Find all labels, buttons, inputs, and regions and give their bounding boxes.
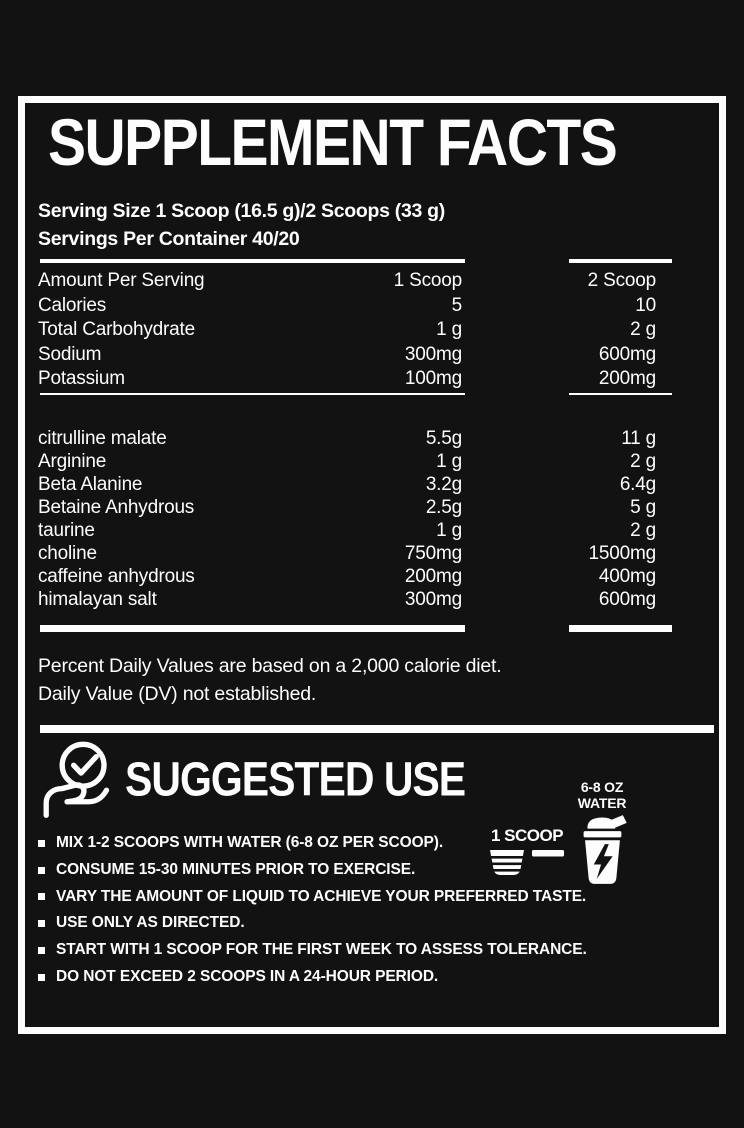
row-value-2scoop: 2 g: [630, 319, 656, 341]
row-value-2scoop: 11 g: [621, 427, 656, 449]
use-instruction: DO NOT EXCEED 2 SCOOPS IN A 24-HOUR PERIOD.: [56, 967, 439, 985]
table-row: [38, 294, 706, 319]
row-label: Betaine Anhydrous: [38, 496, 195, 518]
row-value-1scoop: 750mg: [404, 542, 462, 564]
square-bullet-icon: [38, 867, 45, 874]
table-row: [38, 473, 706, 496]
shaker-illustration: [566, 779, 638, 885]
supplement-facts-panel: [18, 96, 726, 1034]
rule-segment-left: [40, 393, 465, 395]
rule-segment-left: [40, 625, 465, 632]
table-row: [38, 565, 706, 588]
use-instruction: VARY THE AMOUNT OF LIQUID TO ACHIEVE YOUR PREFERRED TASTE.: [56, 887, 587, 905]
use-instruction: USE ONLY AS DIRECTED.: [56, 914, 245, 932]
rule-segment-right: [569, 259, 672, 263]
list-item: [38, 884, 686, 911]
rule-segment-right: [569, 625, 672, 632]
row-label: Calories: [38, 294, 107, 316]
row-value-1scoop: 300mg: [404, 343, 462, 365]
row-value-1scoop: 2.5g: [425, 496, 462, 518]
row-value-2scoop: 6.4g: [619, 473, 656, 495]
table-row: [38, 343, 706, 368]
table-row: [38, 318, 706, 343]
list-item: [38, 937, 686, 964]
suggested-use-title: SUGGESTED USE: [125, 752, 466, 807]
rule-segment-left: [40, 259, 465, 263]
table-header-row: [38, 269, 706, 294]
footnote-dv-not-established: Daily Value (DV) not established.: [38, 683, 317, 706]
square-bullet-icon: [38, 840, 45, 847]
use-instruction: START WITH 1 SCOOP FOR THE FIRST WEEK TO ASSESS TOLERANCE.: [56, 941, 587, 959]
scoop-icon: [489, 849, 565, 876]
use-instruction: CONSUME 15-30 MINUTES PRIOR TO EXERCISE.: [56, 860, 416, 878]
table-row: [38, 519, 706, 542]
table-row: [38, 367, 706, 392]
table-bottom-rule: [38, 625, 706, 632]
servings-per-container-line: Servings Per Container 40/20: [38, 228, 300, 250]
water-caption-line1: 6-8 OZ: [580, 779, 624, 795]
water-caption-line2: WATER: [577, 795, 627, 811]
list-item: [38, 910, 686, 937]
square-bullet-icon: [38, 974, 45, 981]
serving-info: [38, 197, 706, 253]
table-row: [38, 450, 706, 473]
row-value-2scoop: 2 g: [630, 450, 656, 472]
row-value-2scoop: 5 g: [630, 496, 656, 518]
row-value-2scoop: 2 g: [630, 519, 656, 541]
section-divider: [40, 725, 714, 733]
row-label: Total Carbohydrate: [38, 319, 195, 341]
row-value-2scoop: 10: [635, 294, 656, 316]
row-value-1scoop: 1 g: [436, 450, 462, 472]
facts-table-basic: [38, 269, 706, 392]
table-row: [38, 588, 706, 611]
row-label: Arginine: [38, 450, 107, 472]
list-item: [38, 964, 686, 991]
use-instruction: MIX 1-2 SCOOPS WITH WATER (6-8 OZ PER SCOOP).: [56, 833, 444, 851]
rule-segment-right: [569, 393, 672, 395]
facts-table-ingredients: [38, 427, 706, 611]
footnotes: [38, 652, 706, 709]
row-value-1scoop: 1 g: [436, 319, 462, 341]
row-label: caffeine anhydrous: [38, 565, 195, 587]
row-label: himalayan salt: [38, 588, 157, 610]
row-value-2scoop: 200mg: [598, 368, 656, 390]
row-label: Sodium: [38, 343, 102, 365]
serving-size-line: Serving Size 1 Scoop (16.5 g)/2 Scoops (33 g): [38, 200, 445, 222]
square-bullet-icon: [38, 920, 45, 927]
row-label: Potassium: [38, 368, 125, 390]
scoop-illustration: [485, 826, 569, 876]
row-value-2scoop: 1500mg: [588, 542, 656, 564]
row-value-2scoop: 600mg: [598, 343, 656, 365]
row-label: taurine: [38, 519, 95, 541]
row-value-2scoop: 400mg: [598, 565, 656, 587]
table-row: [38, 427, 706, 450]
row-label: choline: [38, 542, 97, 564]
table-row: [38, 542, 706, 565]
row-value-1scoop: 5.5g: [425, 427, 462, 449]
square-bullet-icon: [38, 947, 45, 954]
row-value-1scoop: 300mg: [404, 588, 462, 610]
scoop-caption: 1 SCOOP: [490, 826, 564, 845]
row-label: Beta Alanine: [38, 473, 143, 495]
row-value-1scoop: 5: [451, 294, 462, 316]
hand-check-icon: [38, 739, 120, 821]
row-value-1scoop: 100mg: [404, 368, 462, 390]
footnote-daily-values: Percent Daily Values are based on a 2,000 calorie diet.: [38, 654, 502, 677]
shaker-bottle-icon: [571, 813, 633, 885]
square-bullet-icon: [38, 893, 45, 900]
header-label: Amount Per Serving: [38, 270, 205, 291]
row-value-1scoop: 200mg: [404, 565, 462, 587]
table-row: [38, 496, 706, 519]
table-top-rule: [38, 259, 706, 263]
header-scoop1: 1 Scoop: [393, 270, 462, 291]
row-value-1scoop: 1 g: [436, 519, 462, 541]
row-value-1scoop: 3.2g: [425, 473, 462, 495]
page-title: SUPPLEMENT FACTS: [48, 105, 617, 181]
row-label: citrulline malate: [38, 427, 167, 449]
row-value-2scoop: 600mg: [598, 588, 656, 610]
header-scoop2: 2 Scoop: [587, 270, 656, 291]
table-middle-rule: [38, 393, 706, 395]
